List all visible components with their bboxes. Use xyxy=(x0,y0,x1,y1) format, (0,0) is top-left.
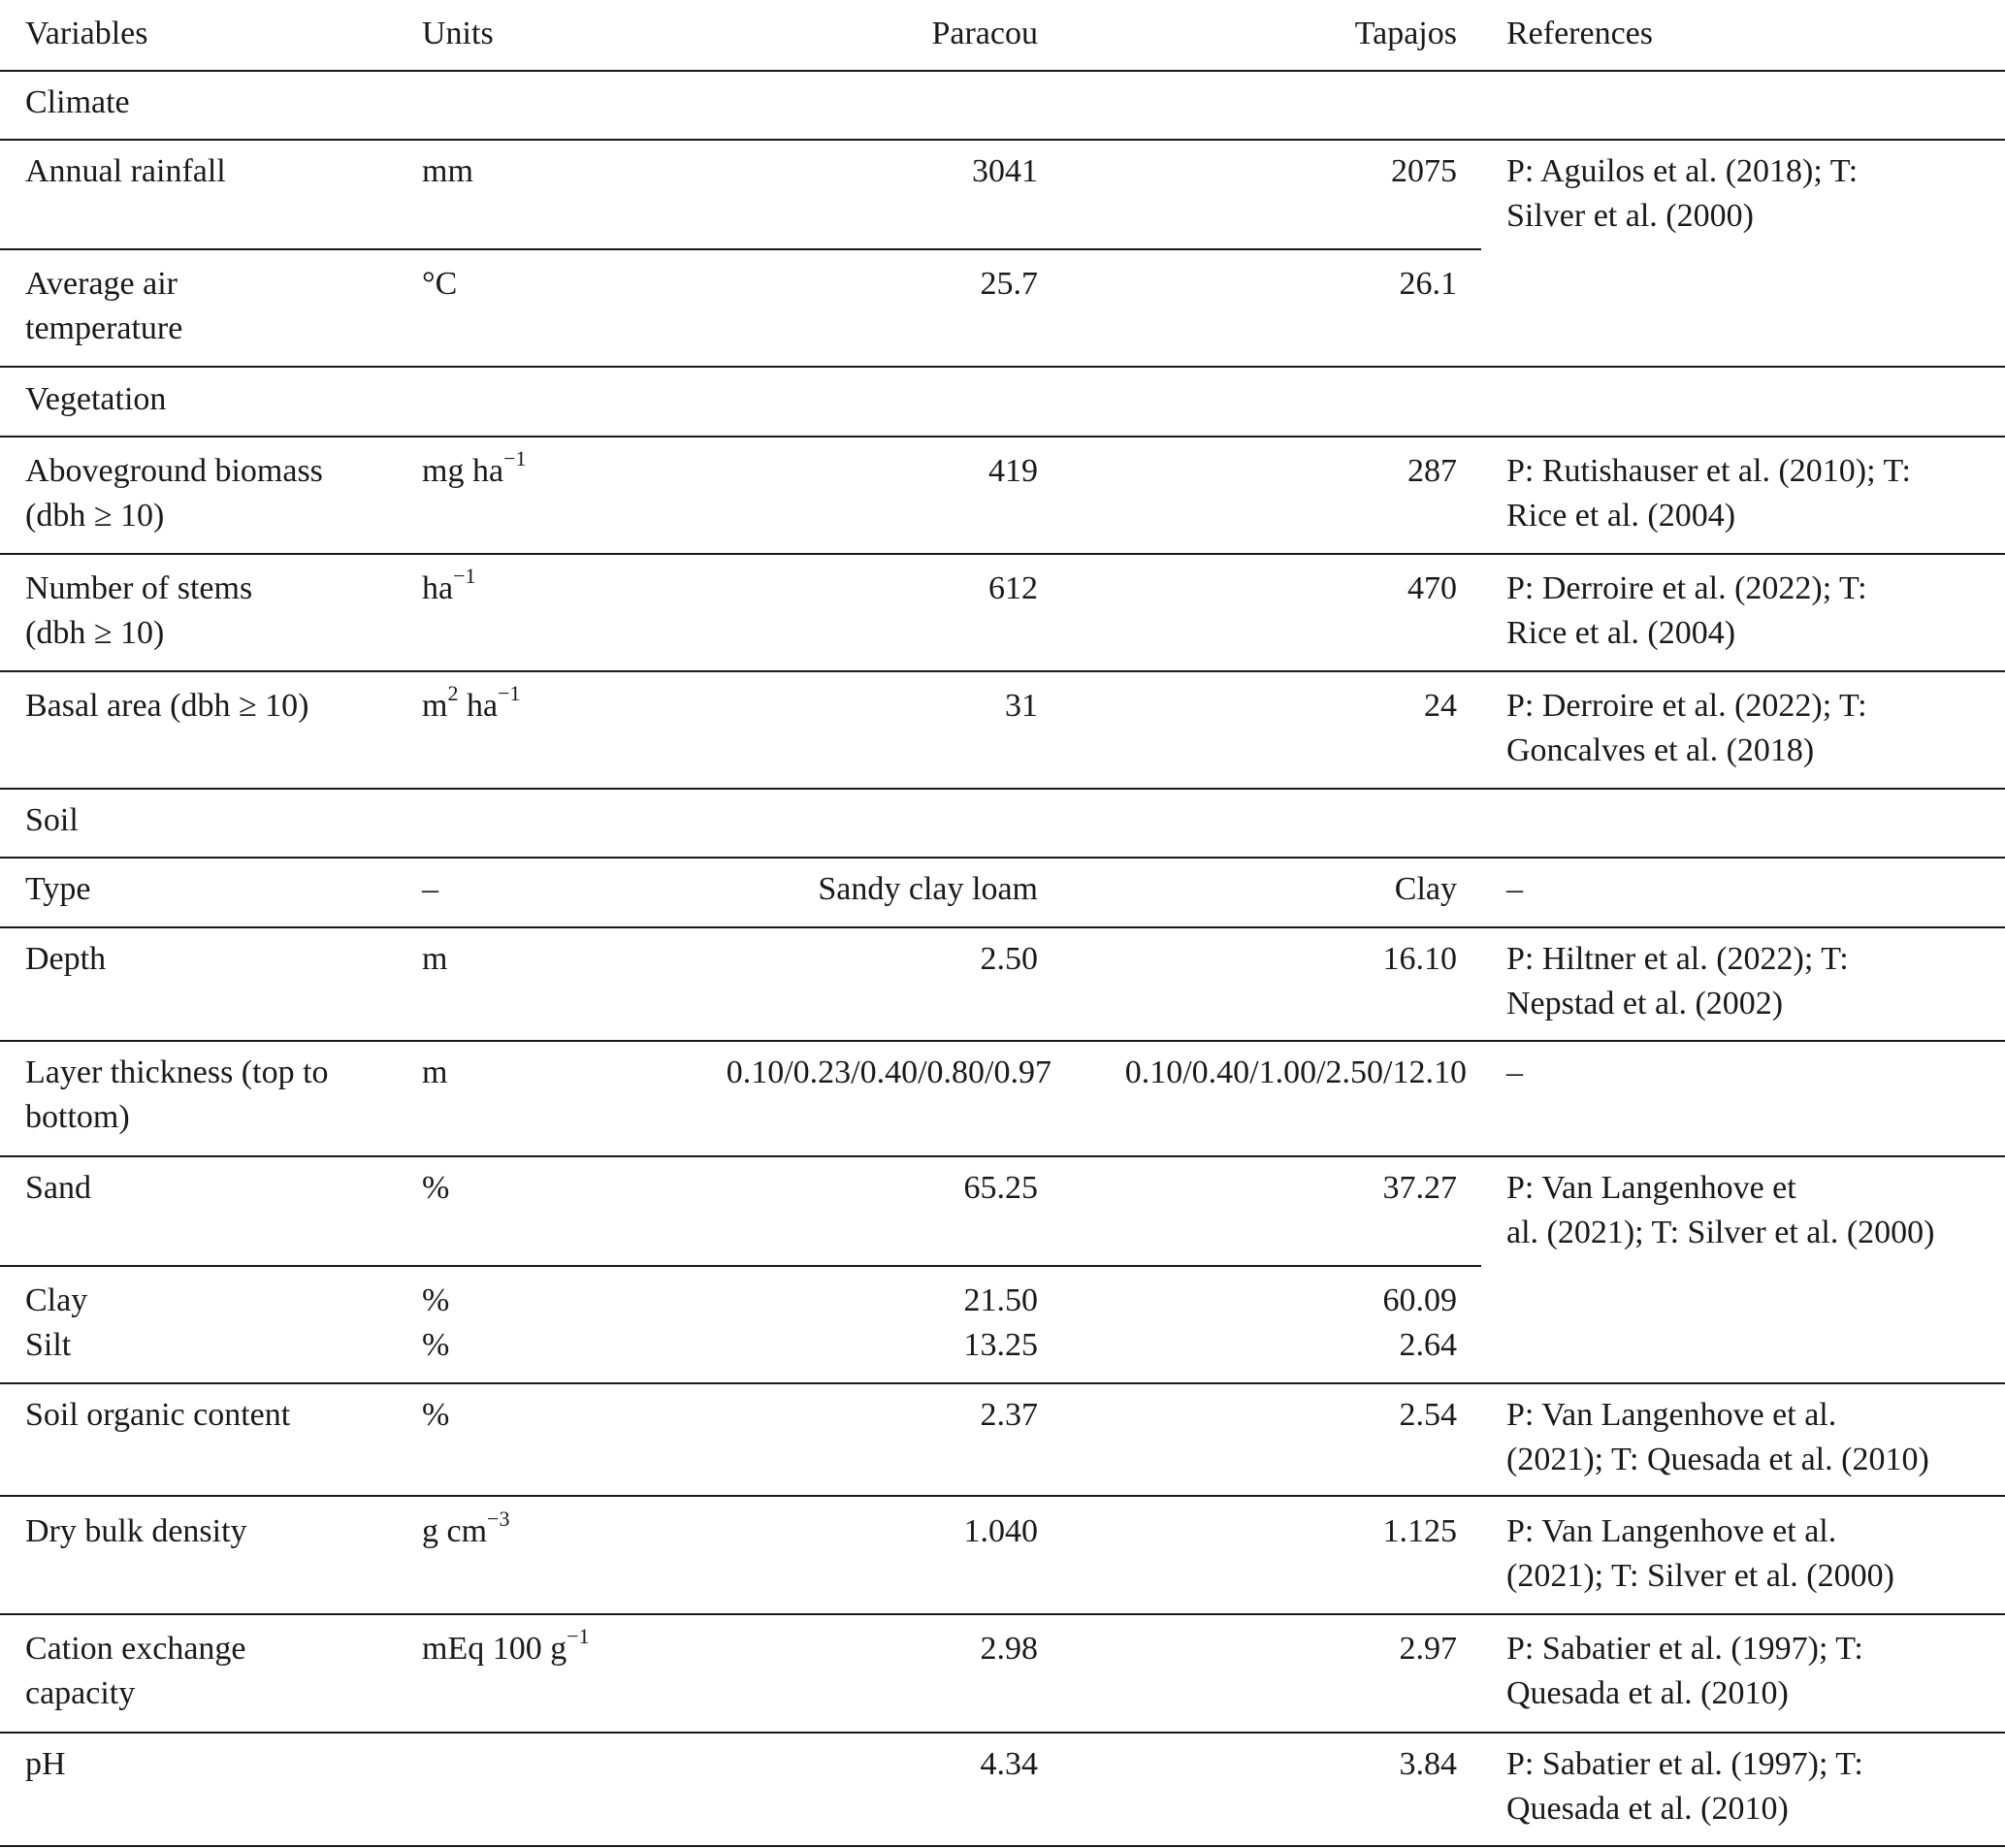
ref-stems-line1: P: Derroire et al. (2022); T: xyxy=(1506,570,1867,606)
rule-temperature-bottom xyxy=(0,366,2005,368)
ref-organic-line1: P: Van Langenhove et al. xyxy=(1506,1397,1837,1433)
rule-type-bottom xyxy=(0,926,2005,928)
variable-dry-bulk-density: Dry bulk density xyxy=(25,1513,247,1549)
ref-basal-line1: P: Derroire et al. (2022); T: xyxy=(1506,688,1867,724)
unit-dry-bulk-density xyxy=(422,1506,510,1554)
tapajos-ph: 3.84 xyxy=(1399,1746,1457,1782)
rule-cec-bottom xyxy=(0,1732,2005,1734)
paracou-clay: 21.50 xyxy=(963,1282,1038,1318)
ref-basal-line2: Goncalves et al. (2018) xyxy=(1506,732,1815,768)
variable-clay: Clay xyxy=(25,1282,88,1318)
unit-density-exponent: −3 xyxy=(487,1506,510,1531)
tapajos-soil-type: Clay xyxy=(1394,871,1457,907)
header-variables: Variables xyxy=(25,16,148,51)
rule-stems-bottom xyxy=(0,670,2005,672)
unit-basal-base1: m xyxy=(422,688,448,724)
variable-annual-rainfall: Annual rainfall xyxy=(25,153,226,189)
variable-layer-thickness-line1: Layer thickness (top to xyxy=(25,1054,329,1090)
header-paracou: Paracou xyxy=(931,16,1038,51)
ref-stems-line2: Rice et al. (2004) xyxy=(1506,615,1736,651)
rule-density-bottom xyxy=(0,1613,2005,1615)
unit-cec xyxy=(422,1623,590,1671)
unit-sand: % xyxy=(422,1170,450,1206)
unit-basal-exponent1: 2 xyxy=(447,680,459,705)
ref-cec-line2: Quesada et al. (2010) xyxy=(1506,1675,1789,1711)
ref-density-line2: (2021); T: Silver et al. (2000) xyxy=(1506,1558,1894,1594)
tapajos-clay: 60.09 xyxy=(1382,1282,1457,1318)
paracou-basal-area: 31 xyxy=(1005,688,1038,724)
paracou-dry-bulk-density: 1.040 xyxy=(963,1513,1038,1549)
ref-organic-line2: (2021); T: Quesada et al. (2010) xyxy=(1506,1442,1929,1477)
paracou-biomass: 419 xyxy=(988,453,1038,489)
tapajos-soil-organic-content: 2.54 xyxy=(1399,1397,1457,1433)
rule-rainfall-bottom xyxy=(0,248,1481,250)
variable-biomass-line1: Aboveground biomass xyxy=(25,453,323,489)
unit-biomass-base: mg ha xyxy=(422,453,504,489)
rule-organic-bottom xyxy=(0,1495,2005,1497)
rule-header-bottom xyxy=(0,70,2005,72)
paracou-ph: 4.34 xyxy=(980,1746,1038,1782)
ref-biomass-line2: Rice et al. (2004) xyxy=(1506,498,1736,534)
ref-layer-thickness: – xyxy=(1506,1054,1523,1090)
paracou-layer-thickness: 0.10/0.23/0.40/0.80/0.97 xyxy=(726,1054,1051,1090)
rule-biomass-bottom xyxy=(0,553,2005,555)
section-climate: Climate xyxy=(25,84,130,120)
unit-stems xyxy=(422,563,476,611)
variable-basal-area: Basal area (dbh ≥ 10) xyxy=(25,688,309,724)
ref-biomass-line1: P: Rutishauser et al. (2010); T: xyxy=(1506,453,1911,489)
rule-table-bottom xyxy=(0,1845,2005,1847)
ref-depth-line1: P: Hiltner et al. (2022); T: xyxy=(1506,941,1849,977)
variable-cec-line1: Cation exchange xyxy=(25,1631,246,1667)
unit-clay: % xyxy=(422,1282,450,1318)
unit-biomass xyxy=(422,445,527,494)
variable-silt: Silt xyxy=(25,1327,72,1363)
variable-air-temperature-line2: temperature xyxy=(25,310,183,346)
variable-ph: pH xyxy=(25,1746,66,1782)
rule-soil-bottom xyxy=(0,857,2005,859)
unit-biomass-exponent: −1 xyxy=(503,445,527,470)
tapajos-biomass: 287 xyxy=(1407,453,1457,489)
variable-soil-type: Type xyxy=(25,871,91,907)
variable-sand: Sand xyxy=(25,1170,91,1206)
tapajos-layer-thickness: 0.10/0.40/1.00/2.50/12.10 xyxy=(1124,1054,1467,1090)
paracou-stems: 612 xyxy=(988,570,1038,606)
variable-depth: Depth xyxy=(25,941,107,977)
variable-layer-thickness-line2: bottom) xyxy=(25,1099,130,1135)
tapajos-annual-rainfall: 2075 xyxy=(1391,153,1457,189)
unit-stems-exponent: −1 xyxy=(453,563,476,588)
paracou-soil-organic-content: 2.37 xyxy=(980,1397,1038,1433)
unit-basal-base2: ha xyxy=(458,688,499,724)
header-references: References xyxy=(1506,16,1654,51)
rule-basal-bottom xyxy=(0,788,2005,790)
rule-vegetation-bottom xyxy=(0,436,2005,438)
tapajos-silt: 2.64 xyxy=(1399,1327,1457,1363)
header-tapajos: Tapajos xyxy=(1354,16,1457,51)
rule-silt-bottom xyxy=(0,1382,2005,1384)
tapajos-sand: 37.27 xyxy=(1382,1170,1457,1206)
ref-cec-line1: P: Sabatier et al. (1997); T: xyxy=(1506,1631,1863,1667)
ref-ph-line1: P: Sabatier et al. (1997); T: xyxy=(1506,1746,1863,1782)
paracou-annual-rainfall: 3041 xyxy=(972,153,1038,189)
section-soil: Soil xyxy=(25,802,79,838)
ref-climate-line2: Silver et al. (2000) xyxy=(1506,198,1754,234)
unit-annual-rainfall: mm xyxy=(422,153,473,189)
paracou-air-temperature: 25.7 xyxy=(980,266,1038,302)
tapajos-dry-bulk-density: 1.125 xyxy=(1382,1513,1457,1549)
unit-layer-thickness: m xyxy=(422,1054,448,1090)
unit-density-base: g cm xyxy=(422,1513,488,1549)
paracou-cec: 2.98 xyxy=(980,1631,1038,1667)
ref-soil-type: – xyxy=(1506,871,1523,907)
rule-sand-bottom xyxy=(0,1265,1481,1267)
tapajos-stems: 470 xyxy=(1407,570,1457,606)
ref-texture-line2: al. (2021); T: Silver et al. (2000) xyxy=(1506,1215,1935,1250)
rule-layers-bottom xyxy=(0,1155,2005,1157)
unit-basal-area xyxy=(422,680,521,729)
header-units: Units xyxy=(422,16,494,51)
tapajos-cec: 2.97 xyxy=(1399,1631,1457,1667)
unit-air-temperature: °C xyxy=(422,266,458,302)
variable-soil-organic-content: Soil organic content xyxy=(25,1397,291,1433)
paracou-soil-type: Sandy clay loam xyxy=(818,871,1038,907)
variable-stems-line2: (dbh ≥ 10) xyxy=(25,615,165,651)
ref-depth-line2: Nepstad et al. (2002) xyxy=(1506,986,1784,1021)
tapajos-basal-area: 24 xyxy=(1424,688,1457,724)
unit-silt: % xyxy=(422,1327,450,1363)
unit-cec-exponent: −1 xyxy=(566,1623,590,1648)
paracou-silt: 13.25 xyxy=(963,1327,1038,1363)
rule-climate-bottom xyxy=(0,139,2005,141)
unit-basal-exponent2: −1 xyxy=(498,680,521,705)
paracou-depth: 2.50 xyxy=(980,941,1038,977)
ref-density-line1: P: Van Langenhove et al. xyxy=(1506,1513,1837,1549)
section-vegetation: Vegetation xyxy=(25,381,167,417)
unit-depth: m xyxy=(422,941,448,977)
tapajos-air-temperature: 26.1 xyxy=(1399,266,1457,302)
unit-stems-base: ha xyxy=(422,570,454,606)
variable-cec-line2: capacity xyxy=(25,1675,136,1711)
ref-ph-line2: Quesada et al. (2010) xyxy=(1506,1791,1789,1827)
unit-soil-type: – xyxy=(422,871,438,907)
rule-depth-bottom xyxy=(0,1040,2005,1042)
variable-air-temperature-line1: Average air xyxy=(25,266,178,302)
unit-soil-organic-content: % xyxy=(422,1397,450,1433)
ref-texture-line1: P: Van Langenhove et xyxy=(1506,1170,1796,1206)
variable-stems-line1: Number of stems xyxy=(25,570,253,606)
tapajos-depth: 16.10 xyxy=(1382,941,1457,977)
unit-cec-base: mEq 100 g xyxy=(422,1631,567,1667)
variable-biomass-line2: (dbh ≥ 10) xyxy=(25,498,165,534)
paracou-sand: 65.25 xyxy=(963,1170,1038,1206)
ref-climate-line1: P: Aguilos et al. (2018); T: xyxy=(1506,153,1859,189)
